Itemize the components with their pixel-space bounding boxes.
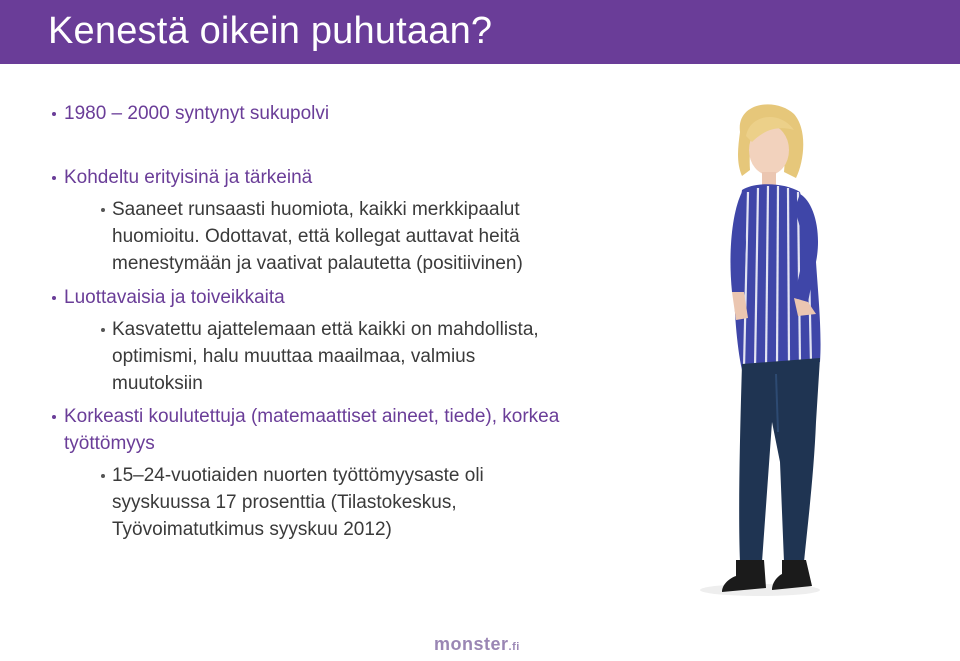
woman-photo xyxy=(676,92,852,606)
bullet-dot xyxy=(52,176,56,180)
title-bar xyxy=(0,0,960,64)
bullet-treated-special xyxy=(64,164,312,191)
bullet-line: optimismi, halu muuttaa maailmaa, valmius xyxy=(112,346,476,367)
bullet-text: Kohdeltu erityisinä ja tärkeinä xyxy=(64,167,313,188)
bullet-educated xyxy=(64,403,559,457)
bullet-line: muutoksiin xyxy=(112,373,203,394)
bullet-line: Kasvatettu ajattelemaan että kaikki on mahdollista, xyxy=(112,319,539,340)
logo-main: monster xyxy=(434,634,509,654)
sub-bullet-unemployment xyxy=(112,462,484,543)
bullet-line: 15–24-vuotiaiden nuorten työttömyysaste oli xyxy=(112,465,484,486)
bullet-dot xyxy=(101,208,105,212)
bullet-dot xyxy=(52,112,56,116)
sub-bullet-optimism xyxy=(112,316,539,397)
bullet-dot xyxy=(101,474,105,478)
bullet-dot xyxy=(52,296,56,300)
bullet-text: 1980 – 2000 syntynyt sukupolvi xyxy=(64,103,330,124)
bullet-line: syyskuussa 17 prosenttia (Tilastokeskus, xyxy=(112,492,457,513)
bullet-dot xyxy=(101,328,105,332)
bullet-line: menestymään ja vaativat palautetta (positiivinen) xyxy=(112,253,523,274)
bullet-confident xyxy=(64,284,285,311)
bullet-generation xyxy=(64,100,329,127)
bullet-text: Luottavaisia ja toiveikkaita xyxy=(64,287,285,308)
bullet-line: Korkeasti koulutettuja (matemaattiset aineet, tiede), korkea xyxy=(64,406,560,427)
bullet-dot xyxy=(52,415,56,419)
slide-title: Kenestä oikein puhutaan? xyxy=(48,10,493,52)
bullet-line: huomioitu. Odottavat, että kollegat auttavat heitä xyxy=(112,226,520,247)
logo-suffix: .fi xyxy=(508,641,520,653)
bullet-line: työttömyys xyxy=(64,433,155,454)
monster-logo xyxy=(434,634,520,655)
bullet-line: Saaneet runsaasti huomiota, kaikki merkkipaalut xyxy=(112,199,520,220)
sub-bullet-attention xyxy=(112,196,523,277)
bullet-line: Työvoimatutkimus syyskuu 2012) xyxy=(112,519,392,540)
